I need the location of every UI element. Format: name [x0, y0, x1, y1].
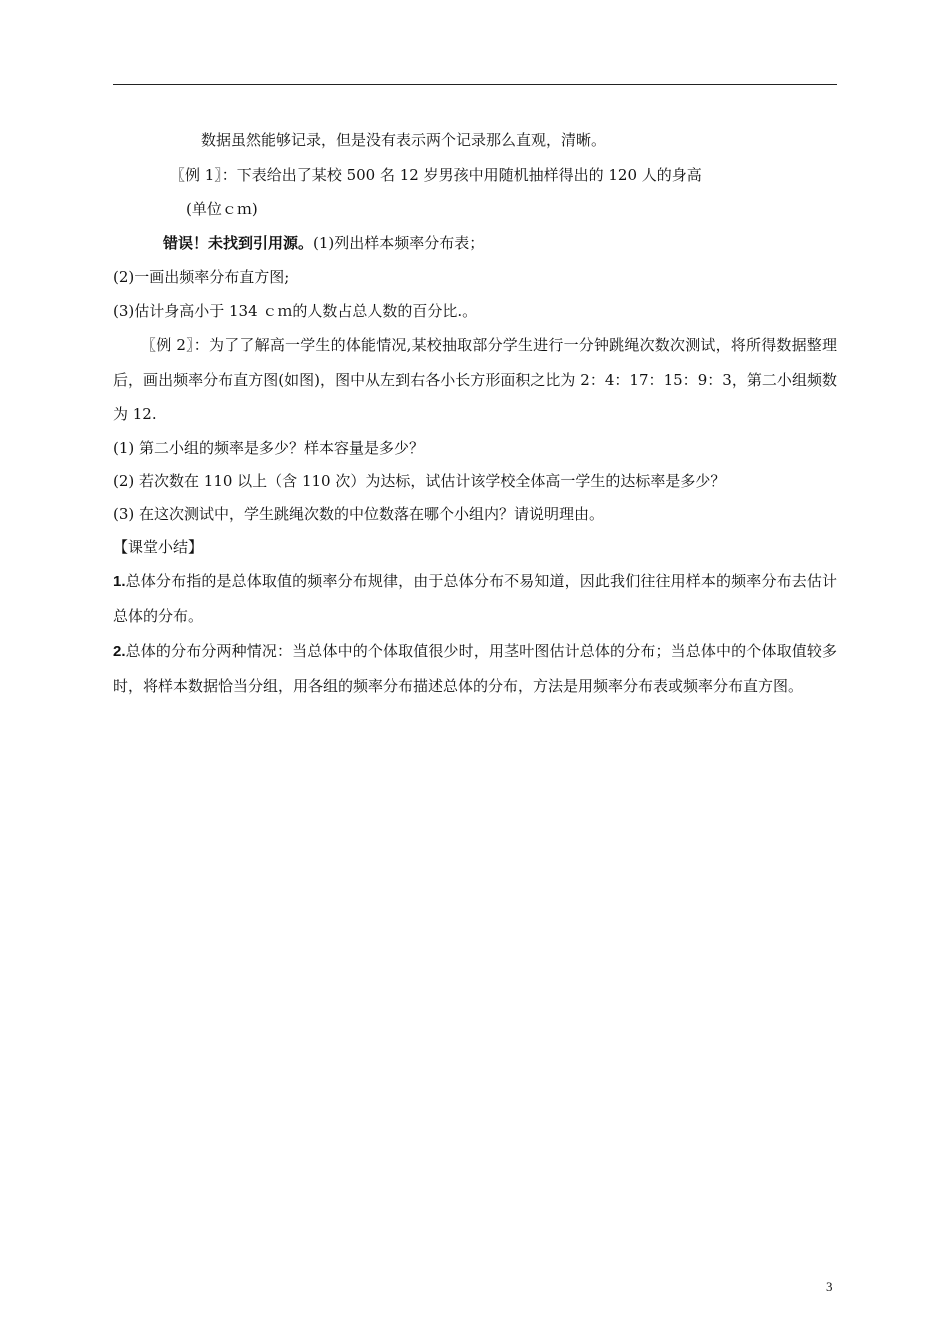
summary-point-1-number: 1. — [113, 572, 126, 590]
summary-point-2-text: 总体的分布分两种情况：当总体中的个体取值很少时，用茎叶图估计总体的分布；当总体中的个体取值较多时，将样本数据恰当分组，用各组的频率分布描述总体的分布，方法是用频率分布表或频率分布直方图。 — [113, 641, 837, 695]
example-1-question-1 — [113, 226, 837, 260]
summary-heading: 【课堂小结】 — [113, 537, 204, 556]
summary-point-2-number: 2. — [113, 642, 126, 660]
summary-point-1 — [113, 564, 837, 634]
error-reference-label: 错误！未找到引用源。 — [163, 234, 314, 252]
document-body — [113, 122, 837, 704]
summary-point-1-text: 总体分布指的是总体取值的频率分布规律，由于总体分布不易知道，因此我们往往用样本的频率分布去估计总体的分布。 — [113, 571, 837, 625]
page-number: 3 — [826, 1279, 833, 1294]
question-1-text: (1)列出样本频率分布表； — [313, 234, 485, 252]
example-1-unit: (单位ｃｍ) — [186, 200, 258, 218]
example-2-question-1: (1) 第二小组的频率是多少？样本容量是多少？ — [113, 438, 425, 457]
example-1-question-2: (2)一画出频率分布直方图; — [113, 268, 290, 286]
example-1-statement: 〖例 1〗：下表给出了某校 500 名 12 岁男孩中用随机抽样得出的 120 人的身高 — [170, 166, 702, 184]
example-2-statement: 〖例 2〗：为了了解高一学生的体能情况,某校抽取部分学生进行一分钟跳绳次数次测试，将所得数据整理后，画出频率分布直方图(如图)，图中从左到右各小长方形面积之比为 2：4：17：15：9：3，第二小组频数为 12. — [113, 336, 837, 423]
header-rule — [113, 84, 837, 85]
example-2-question-2: (2) 若次数在 110 以上（含 110 次）为达标，试估计该学校全体高一学生的达标率是多少？ — [113, 471, 726, 490]
paragraph-intro: 数据虽然能够记录，但是没有表示两个记录那么直观，清晰。 — [201, 131, 607, 149]
example-2-question-3: (3) 在这次测试中，学生跳绳次数的中位数落在哪个小组内？请说明理由。 — [113, 504, 605, 523]
example-1-question-3: (3)估计身高小于 134 ｃｍ的人数占总人数的百分比.。 — [113, 302, 478, 320]
summary-point-2 — [113, 634, 837, 704]
